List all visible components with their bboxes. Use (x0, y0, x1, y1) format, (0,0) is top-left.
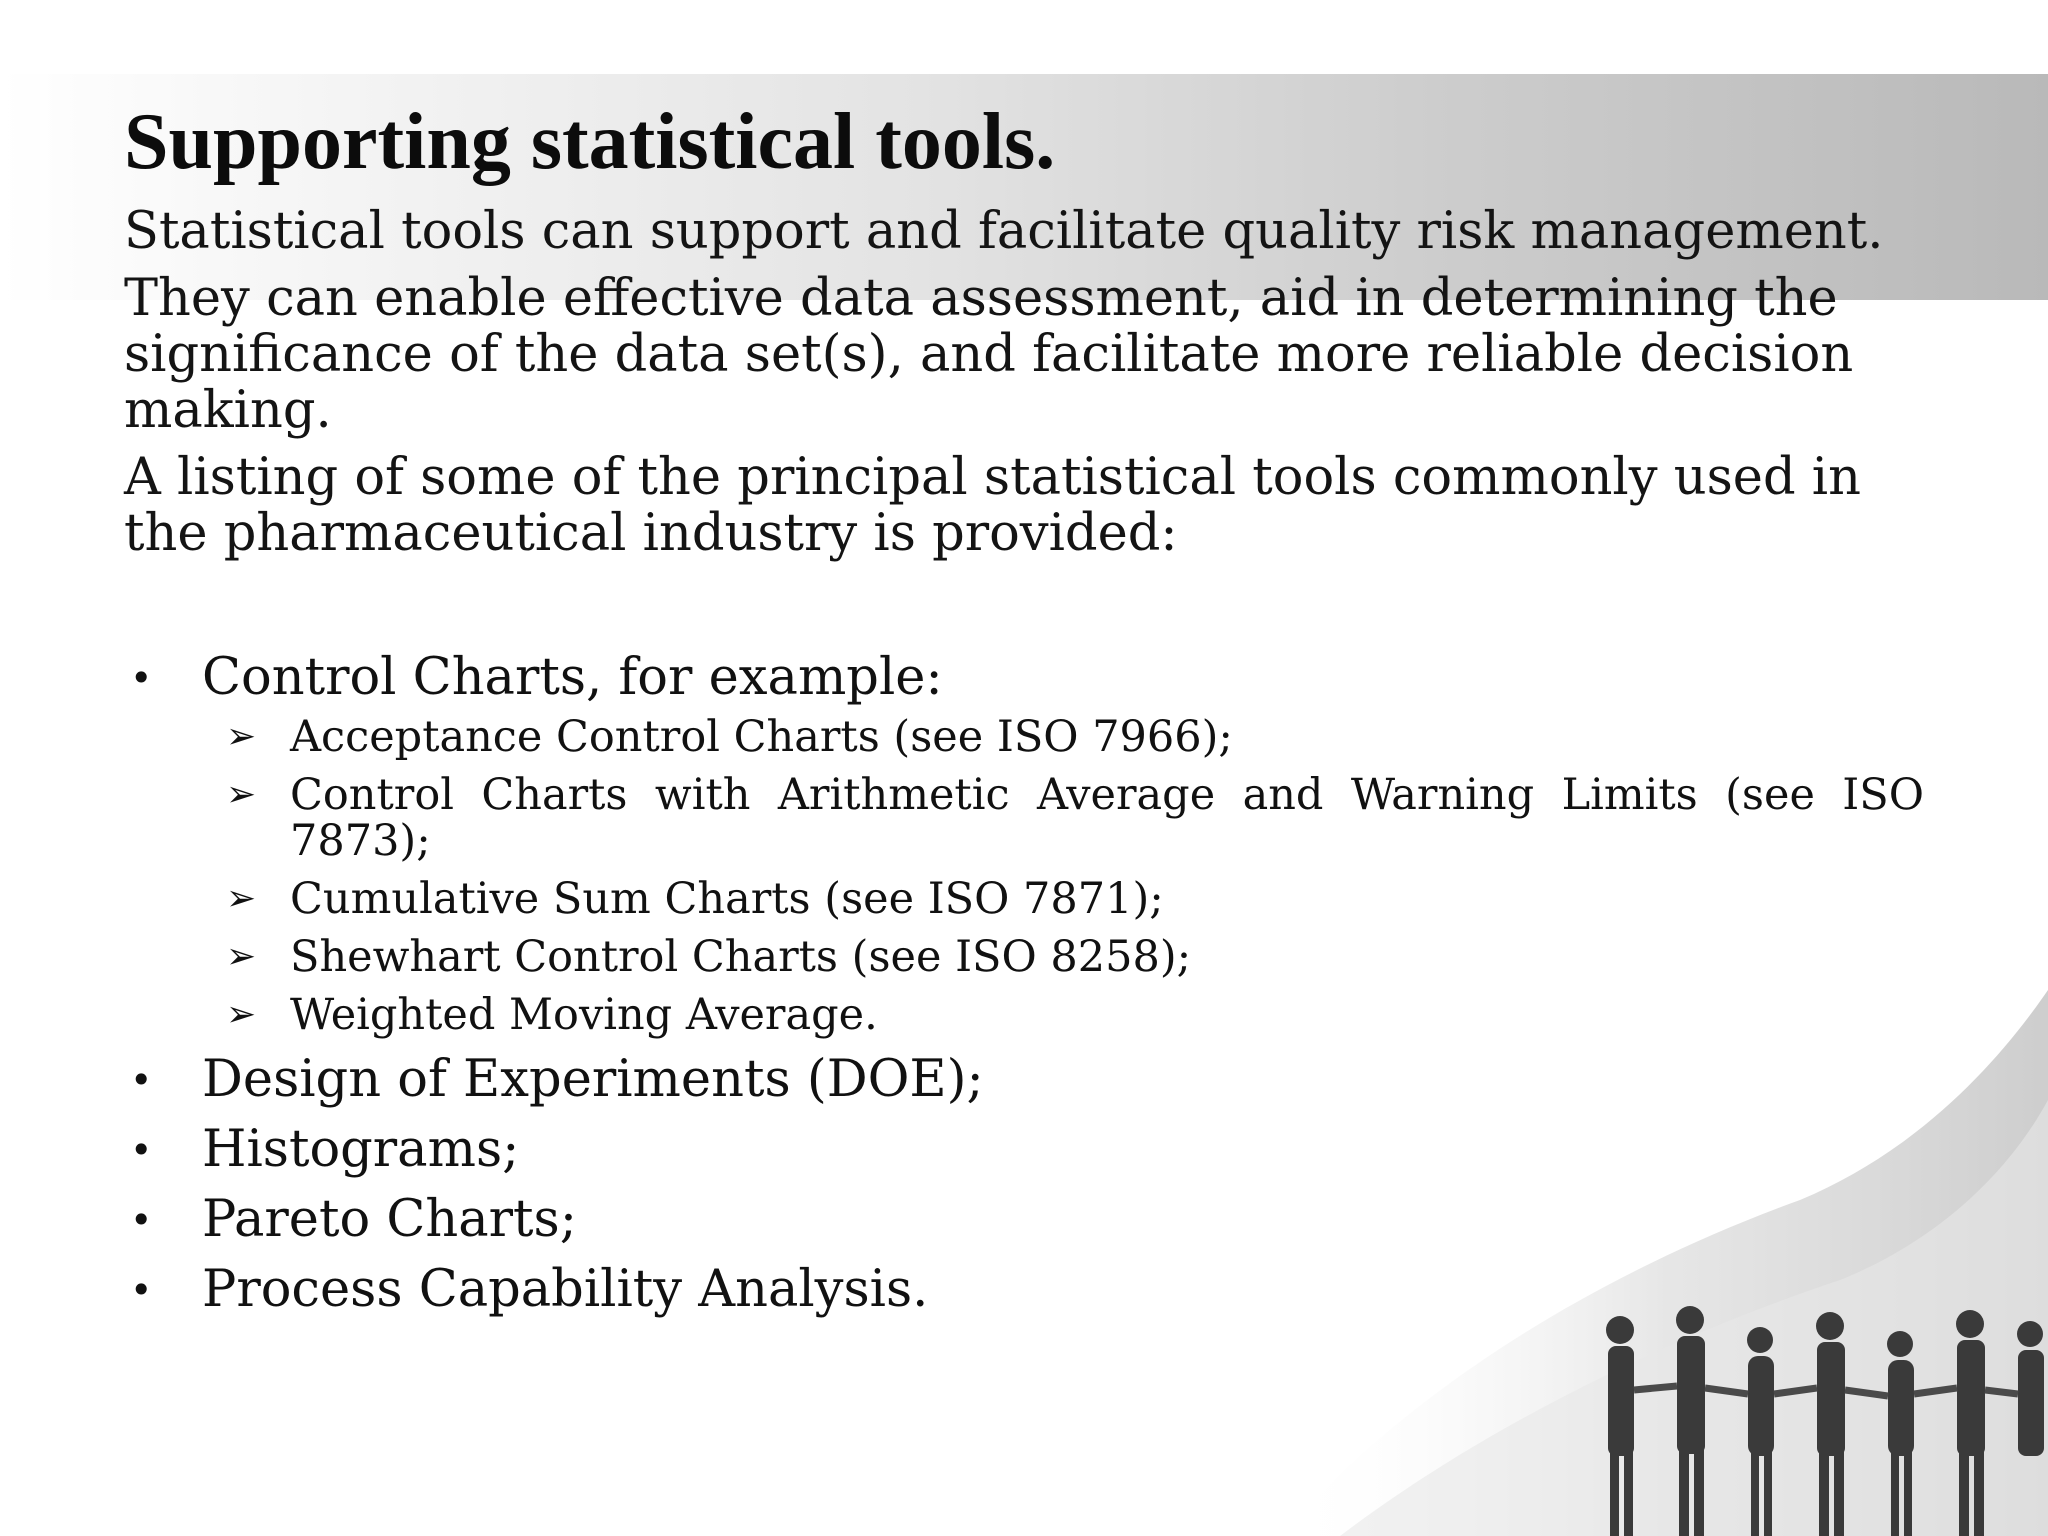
sub-list-item-label: Shewhart Control Charts (see ISO 8258); (290, 932, 1192, 982)
list-item-label: Process Capability Analysis. (202, 1260, 929, 1319)
sub-list-item (124, 934, 1924, 980)
sub-list-item-label: Control Charts with Arithmetic Average and Warning Limits (see ISO 7873); (290, 770, 1924, 866)
tool-list (124, 650, 1924, 1332)
list-item-label: Design of Experiments (DOE); (202, 1050, 984, 1109)
intro-paragraph: They can enable effective data assessment, aid in determining the significance of the data set(s), and facilitate more reliable decision making. (124, 269, 1854, 440)
sub-list-item-label: Acceptance Control Charts (see ISO 7966); (290, 712, 1233, 762)
bullet-icon: • (130, 1058, 153, 1102)
bullet-icon: • (130, 1198, 153, 1242)
sub-list-item (124, 714, 1924, 760)
intro-paragraphs (124, 204, 1924, 573)
sub-list-item-label: Weighted Moving Average. (290, 990, 878, 1040)
list-item (124, 1122, 1924, 1178)
slide-title: Supporting statistical tools. (124, 98, 1056, 186)
list-item (124, 1052, 1924, 1108)
list-item-label: Control Charts, for example: (202, 648, 943, 707)
sub-list-item-label: Cumulative Sum Charts (see ISO 7871); (290, 874, 1164, 924)
bullet-icon: • (130, 1128, 153, 1172)
arrow-bullet-icon: ➢ (226, 774, 257, 815)
sub-list-item (124, 876, 1924, 922)
list-item (124, 650, 1924, 706)
sub-list-item (124, 992, 1924, 1038)
arrow-bullet-icon: ➢ (226, 936, 257, 977)
arrow-bullet-icon: ➢ (226, 994, 257, 1035)
arrow-bullet-icon: ➢ (226, 878, 257, 919)
bullet-icon: • (130, 656, 153, 700)
intro-paragraph: A listing of some of the principal statistical tools commonly used in the pharmaceutical industry is provided: (124, 448, 1861, 563)
intro-paragraph: Statistical tools can support and facilitate quality risk management. (124, 202, 1884, 261)
list-item (124, 1262, 1924, 1318)
bullet-icon: • (130, 1268, 153, 1312)
list-item-label: Pareto Charts; (202, 1190, 577, 1249)
sub-list-item (124, 772, 1924, 864)
list-item (124, 1192, 1924, 1248)
control-charts-sublist (124, 714, 1924, 1038)
list-item-label: Histograms; (202, 1120, 520, 1179)
arrow-bullet-icon: ➢ (226, 716, 257, 757)
